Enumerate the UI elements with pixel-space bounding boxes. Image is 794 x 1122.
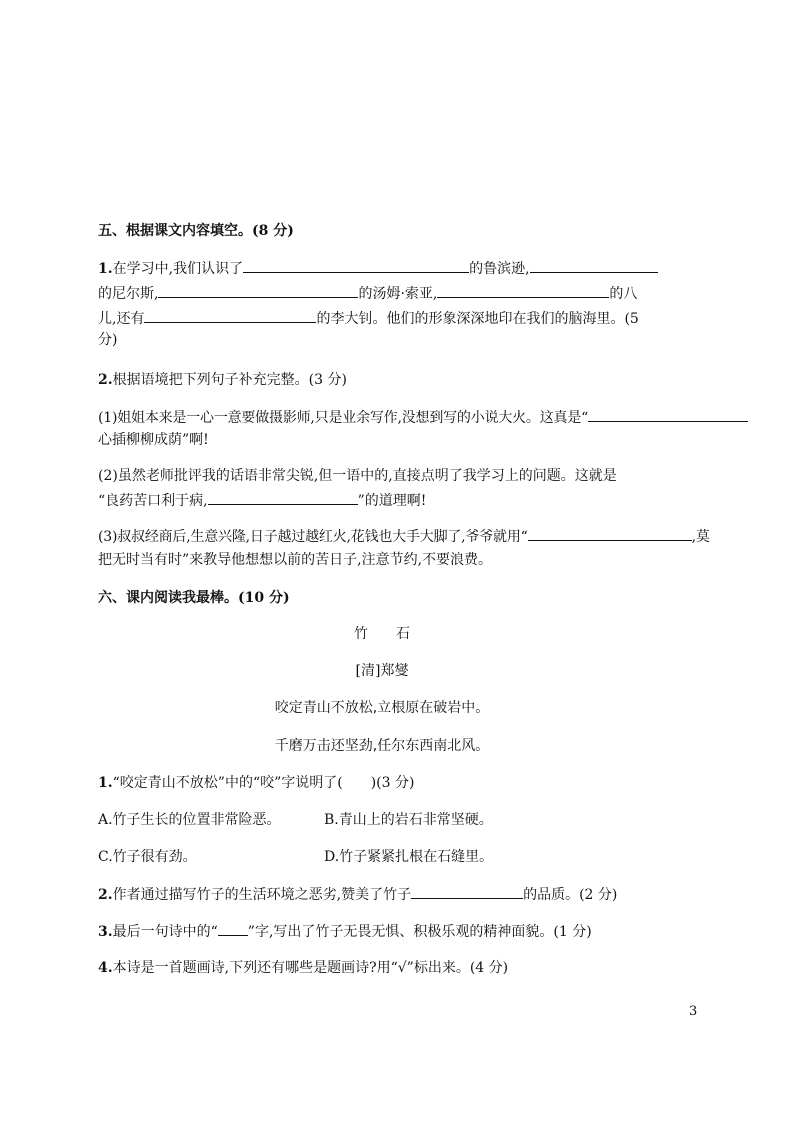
q5-2-heading [98, 370, 347, 390]
q6-2-text-b: 的品质。(2 分) [523, 887, 618, 903]
q5-1-text-c: 的尼尔斯, [98, 286, 159, 302]
q5-2-sentence1-cont: 心插柳柳成荫”啊! [98, 432, 209, 448]
answer-blank[interactable] [530, 258, 658, 273]
q5-2-sentence3 [98, 526, 710, 547]
answer-blank[interactable] [528, 526, 692, 541]
q5-1-line1 [98, 258, 658, 279]
q6-1-number: 1. [98, 775, 113, 791]
q6-2-text-a: 作者通过描写竹子的生活环境之恶劣,赞美了竹子 [112, 887, 412, 903]
answer-blank[interactable] [218, 921, 248, 936]
q6-2 [98, 884, 617, 905]
q5-2-sentence2: (2)虽然老师批评我的话语非常尖锐,但一语中的,直接点明了我学习上的问题。这就是 [98, 468, 617, 484]
q5-2-sentence3-cont: 把无时当有时”来教导他想想以前的苦日子,注意节约,不要浪费。 [98, 552, 493, 568]
q5-1-line2 [98, 283, 637, 304]
answer-blank[interactable] [208, 490, 358, 505]
q5-1-line3 [98, 308, 639, 329]
q5-1-number: 1. [98, 261, 113, 277]
q5-1-text-b: 的鲁滨逊, [469, 261, 530, 277]
q5-2-sentence2-cont [98, 490, 426, 511]
q5-1-text-e: 的八 [609, 286, 638, 302]
q5-2-sentence1 [98, 407, 748, 428]
option-d[interactable]: D.竹子紧紧扎根在石缝里。 [324, 849, 494, 865]
q5-1-text-a: 在学习中,我们认识了 [112, 261, 244, 277]
q6-4-text: 本诗是一首题画诗,下列还有哪些是题画诗?用“√”标出来。(4 分) [112, 960, 509, 976]
q6-3 [98, 921, 592, 942]
q6-1-options-row1 [98, 810, 698, 830]
poem-author: [清]郑燮 [355, 663, 409, 679]
answer-blank[interactable] [437, 283, 609, 298]
poem-line-2: 千磨万击还坚劲,任尔东西南北风。 [274, 738, 490, 754]
poem-line-1: 咬定青山不放松,立根原在破岩中。 [274, 700, 490, 716]
q5-2-s1-text: (1)姐姐本来是一心一意要做摄影师,只是业余写作,没想到写的小说大火。这真是“ [98, 410, 589, 426]
answer-blank[interactable] [243, 258, 469, 273]
section-six-title: 六、课内阅读我最棒。(10 分) [98, 590, 290, 606]
q5-2-text: 根据语境把下列句子补充完整。(3 分) [112, 372, 347, 388]
q6-3-text-b: ”字,写出了竹子无畏无惧、积极乐观的精神面貌。(1 分) [247, 924, 592, 940]
option-a[interactable]: A.竹子生长的位置非常险恶。 [98, 812, 281, 828]
option-c[interactable]: C.竹子很有劲。 [98, 849, 197, 865]
q6-3-text-a: 最后一句诗中的“ [112, 924, 218, 940]
q6-1-options-row2 [98, 847, 698, 867]
q5-1-line4: 分) [98, 332, 118, 348]
poem-title: 竹 石 [354, 626, 410, 642]
q5-1-text-d: 的汤姆·索亚, [358, 286, 438, 302]
q6-3-number: 3. [98, 924, 113, 940]
q6-2-number: 2. [98, 887, 113, 903]
q6-1-text: “咬定青山不放松”中的“咬”字说明了( )(3 分) [112, 775, 415, 791]
q5-1-text-f: 儿,还有 [98, 311, 145, 327]
answer-blank[interactable] [144, 308, 316, 323]
q5-2-s2-text-b: “良药苦口利于病, [98, 493, 208, 509]
answer-blank[interactable] [411, 884, 523, 899]
page-number: 3 [689, 1004, 698, 1019]
q5-2-s3-text-b: ,莫 [691, 529, 710, 545]
q6-4-number: 4. [98, 960, 113, 976]
section-five-title: 五、根据课文内容填空。(8 分) [98, 223, 294, 239]
q5-2-s2-text-c: ”的道理啊! [357, 493, 427, 509]
q5-2-number: 2. [98, 372, 113, 388]
q6-4 [98, 958, 508, 978]
answer-blank[interactable] [588, 407, 748, 422]
q5-1-text-g: 的李大钊。他们的形象深深地印在我们的脑海里。(5 [316, 311, 639, 327]
answer-blank[interactable] [158, 283, 358, 298]
q5-2-s3-text-a: (3)叔叔经商后,生意兴隆,日子越过越红火,花钱也大手大脚了,爷爷就用“ [98, 529, 528, 545]
option-b[interactable]: B.青山上的岩石非常坚硬。 [324, 812, 493, 828]
q6-1 [98, 773, 414, 793]
